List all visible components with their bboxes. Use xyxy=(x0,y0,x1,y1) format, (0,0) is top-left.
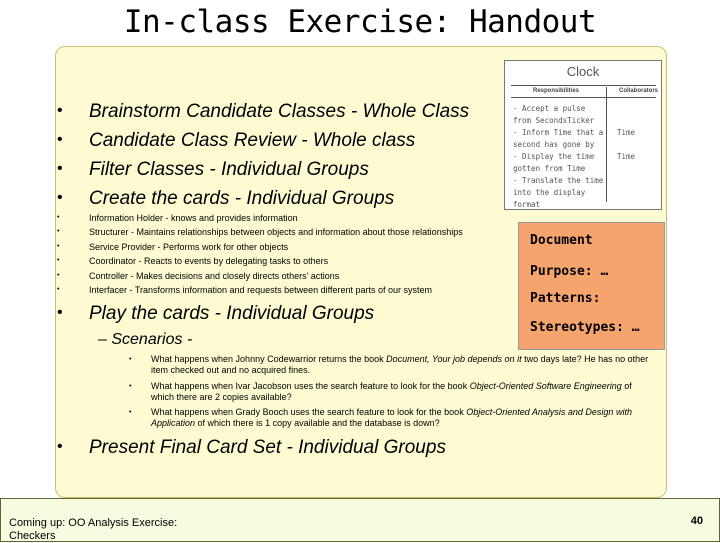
document-card-purpose: Purpose: … xyxy=(530,264,609,279)
footer-bar xyxy=(0,498,720,542)
stereotype-item: • Interfacer - Transforms information and requests between different parts of our system xyxy=(57,285,432,295)
main-bullet-text: Filter Classes - Individual Groups xyxy=(89,159,369,180)
main-bullet: • Filter Classes - Individual Groups xyxy=(57,159,369,180)
document-card-stereotypes: Stereotypes: … xyxy=(530,320,640,335)
card-divider xyxy=(511,85,656,86)
book-title: Object-Oriented Analysis and Design with Application xyxy=(151,407,632,428)
page-number: 40 xyxy=(690,515,703,527)
stereotype-text: Interfacer - Transforms information and requests between different parts of our system xyxy=(89,285,432,295)
present-text: Present Final Card Set - Individual Groups xyxy=(89,437,446,458)
stereotype-text: Information Holder - knows and provides information xyxy=(89,213,298,223)
main-bullet: • Brainstorm Candidate Classes - Whole Class xyxy=(57,101,470,122)
present-bullet: • Present Final Card Set - Individual Groups xyxy=(57,437,446,458)
footer-next-link[interactable]: Coming up: OO Analysis Exercise: Checkers xyxy=(9,517,178,542)
collaborator: Time xyxy=(617,128,636,137)
responsibilities-header: Responsibilities xyxy=(533,88,580,94)
crc-card-clock xyxy=(504,60,662,210)
main-bullet: • Candidate Class Review - Whole class xyxy=(57,130,416,151)
slide-title: In-class Exercise: Handout xyxy=(123,4,597,40)
play-bullet: • Play the cards - Individual Groups xyxy=(57,303,375,324)
responsibilities-list: - Accept a pulse from SecondsTicker - Inform Time that a second has gone by - Display the time gotten from Time - Translate the time into the display format xyxy=(513,104,604,209)
card-column-divider xyxy=(606,87,607,202)
stereotype-item: • Controller - Makes decisions and closely directs others’ actions xyxy=(57,271,340,281)
book-title: Document, Your job depends on it xyxy=(386,354,522,364)
scenarios-label: – Scenarios - xyxy=(98,331,193,348)
main-bullet-text: Create the cards - Individual Groups xyxy=(89,188,395,209)
stereotype-text: Structurer - Maintains relationships between objects and information about those relationships xyxy=(89,227,463,237)
main-bullet-text: Candidate Class Review - Whole class xyxy=(89,130,416,151)
main-bullet-text: Brainstorm Candidate Classes - Whole Class xyxy=(89,101,470,122)
scenario-item: • What happens when Johnny Codewarrior returns the book Document, Your job depends on it two days late? He has no other item checked out and no acquired fines. xyxy=(129,354,649,375)
stereotype-item: • Coordinator - Reacts to events by delegating tasks to others xyxy=(57,256,329,266)
collaborator: Time xyxy=(617,152,636,161)
collaborators-header: Collaborators xyxy=(619,88,659,94)
crc-class-name: Clock xyxy=(566,64,600,79)
stereotype-text: Service Provider - Performs work for other objects xyxy=(89,242,289,252)
stereotype-item: • Structurer - Maintains relationships between objects and information about those relationships xyxy=(57,227,463,237)
book-title: Object-Oriented Software Engineering xyxy=(469,381,622,391)
scenario-item: • What happens when Grady Booch uses the search feature to look for the book Object-Oriented Analysis and Design with Application of which there is 1 copy available and the database is down? xyxy=(129,407,632,428)
card-divider xyxy=(511,97,656,98)
document-card-patterns: Patterns: xyxy=(530,291,601,306)
play-text: Play the cards - Individual Groups xyxy=(89,303,375,324)
stereotype-text: Coordinator - Reacts to events by delegating tasks to others xyxy=(89,256,329,266)
scenario-item: • What happens when Ivar Jacobson uses the search feature to look for the book Object-Oriented Software Engineering of which there are 2 copies available? xyxy=(129,381,632,402)
stereotype-text: Controller - Makes decisions and closely directs others’ actions xyxy=(89,271,340,281)
stereotype-item: • Information Holder - knows and provides information xyxy=(57,213,298,223)
document-card xyxy=(518,222,665,350)
document-card-name: Document xyxy=(530,233,593,248)
stereotype-item: • Service Provider - Performs work for other objects xyxy=(57,242,289,252)
main-bullet: • Create the cards - Individual Groups xyxy=(57,188,395,209)
